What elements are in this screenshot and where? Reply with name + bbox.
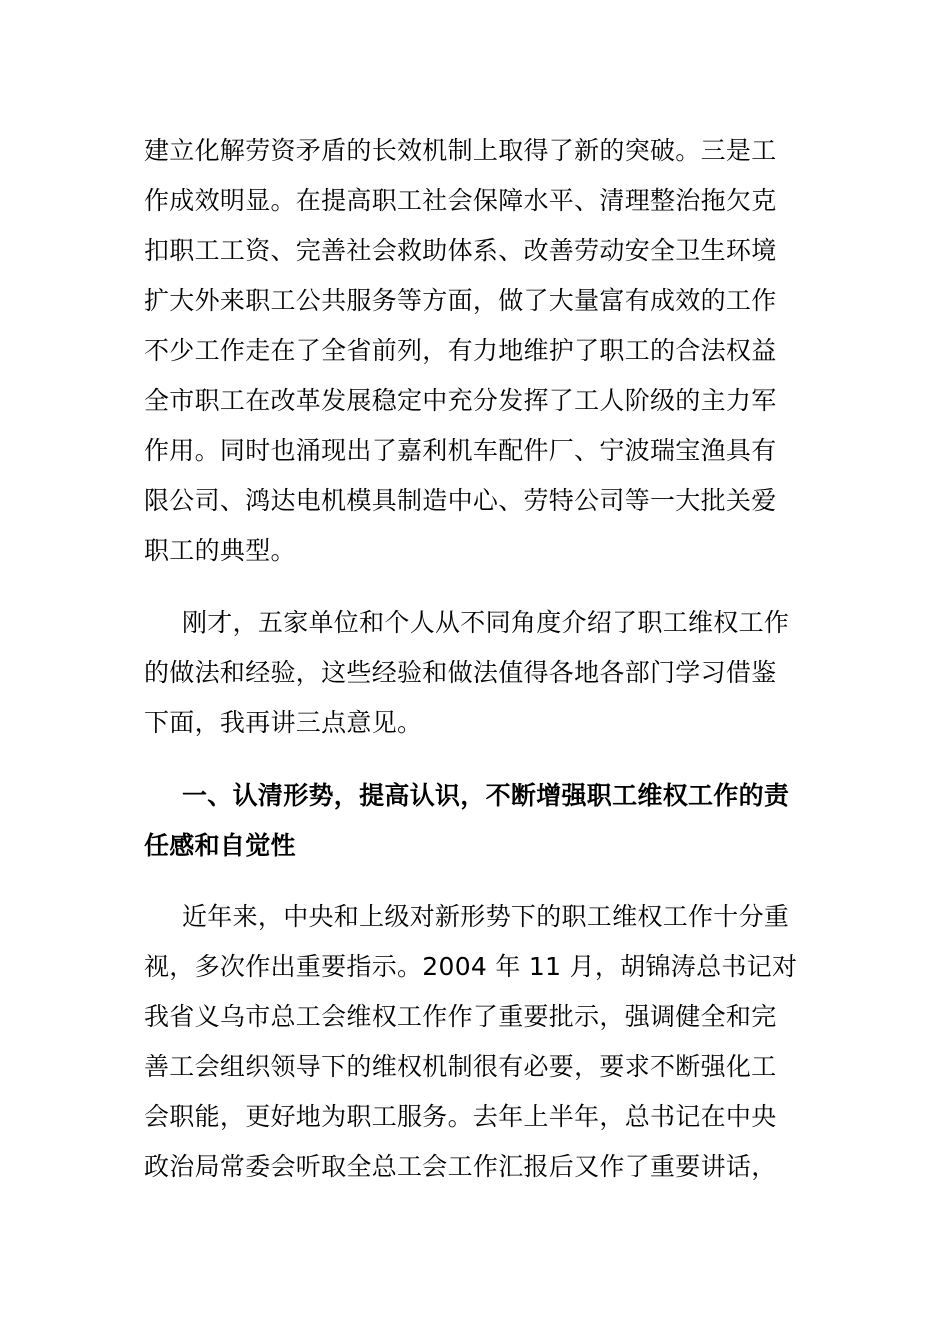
text-line: 我省义乌市总工会维权工作作了重要批示，强调健全和完 xyxy=(144,1002,777,1031)
text-line: 会职能，更好地为职工服务。去年上半年，总书记在中央 xyxy=(144,1102,777,1131)
text-line: 不少工作走在了全省前列，有力地维护了职工的合法权益 xyxy=(144,336,777,365)
section-heading-1 xyxy=(144,771,808,871)
paragraph-2 xyxy=(144,598,808,748)
text-line: 建立化解劳资矛盾的长效机制上取得了新的突破。三是工 xyxy=(144,136,777,165)
text-line: 作用。同时也涌现出了嘉利机车配件厂、宁波瑞宝渔具有 xyxy=(144,436,777,465)
text-line: 的做法和经验，这些经验和做法值得各地各部门学习借鉴 xyxy=(144,658,777,687)
text-line: 扣职工工资、完善社会救助体系、改善劳动安全卫生环境 xyxy=(144,236,777,265)
document-body xyxy=(144,126,808,1192)
heading-line: 任感和自觉性 xyxy=(144,831,296,860)
text-line: 限公司、鸿达电机模具制造中心、劳特公司等一大批关爱 xyxy=(144,486,777,515)
heading-line: 一、认清形势，提高认识，不断增强职工维权工作的责 xyxy=(182,781,790,810)
text-line: 刚才，五家单位和个人从不同角度介绍了职工维权工作 xyxy=(182,608,790,637)
paragraph-3 xyxy=(144,892,808,1192)
text-line: 政治局常委会听取全总工会工作汇报后又作了重要讲话， xyxy=(144,1152,777,1181)
text-line: 善工会组织领导下的维权机制很有必要，要求不断强化工 xyxy=(144,1052,777,1081)
text-line: 近年来，中央和上级对新形势下的职工维权工作十分重 xyxy=(182,902,790,931)
paragraph-1 xyxy=(144,126,808,576)
text-line: 作成效明显。在提高职工社会保障水平、清理整治拖欠克 xyxy=(144,186,777,215)
text-line: 扩大外来职工公共服务等方面，做了大量富有成效的工作 xyxy=(144,286,777,315)
paragraph-spacer xyxy=(144,871,808,892)
text-line: 职工的典型。 xyxy=(144,536,296,565)
text-line: 视，多次作出重要指示。2004 年 11 月，胡锦涛总书记对 xyxy=(144,952,798,981)
paragraph-spacer xyxy=(144,748,808,771)
text-line: 全市职工在改革发展稳定中充分发挥了工人阶级的主力军 xyxy=(144,386,777,415)
paragraph-spacer xyxy=(144,576,808,598)
text-line: 下面，我再讲三点意见。 xyxy=(144,708,423,737)
